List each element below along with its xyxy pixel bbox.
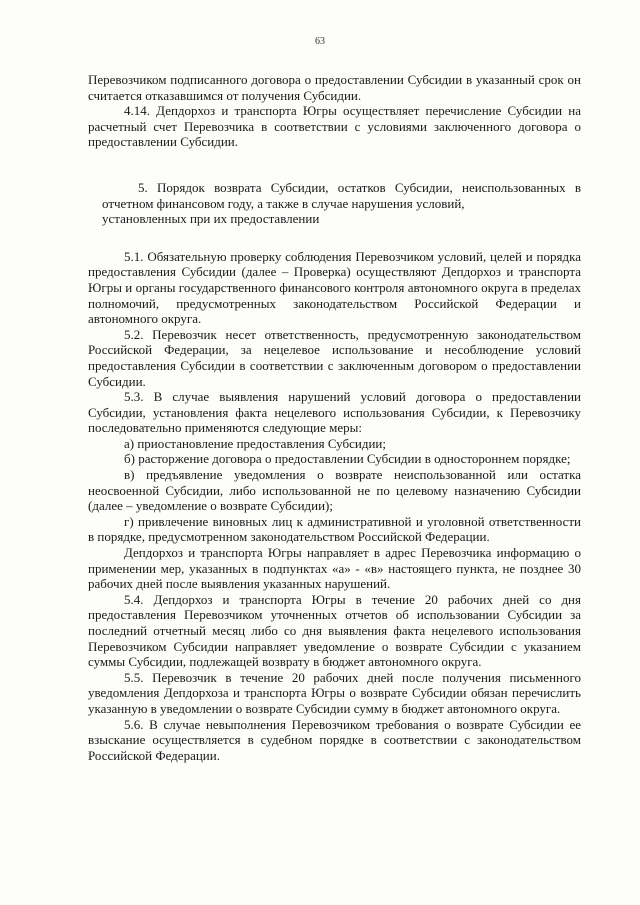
paragraph: Перевозчиком подписанного договора о предоставлении Субсидии в указанный срок он считается отказавшимся от получения Субсидии. xyxy=(88,72,581,103)
paragraph: а) приостановление предоставления Субсидии; xyxy=(124,435,386,451)
paragraph: 5.3. В случае выявления нарушений условий договора о предоставлении Субсидии, установления факта нецелевого использования Субсидии, к Перевозчику последовательно применяются следующие меры: xyxy=(88,389,581,436)
spacer xyxy=(88,150,581,180)
spacer xyxy=(88,227,581,249)
main-paragraphs xyxy=(88,249,581,764)
paragraph: в) предъявление уведомления о возврате неиспользованной или остатка неосвоенной Субсидии, либо использованной не по целевому назначению Субсидии (далее – уведомление о возврате Субсидии); xyxy=(88,467,581,514)
paragraph: 4.14. Депдорхоз и транспорта Югры осуществляет перечисление Субсидии на расчетный счет Перевозчика в соответствии с условиями заключенного договора о предоставлении Субсидии. xyxy=(88,103,581,150)
section-heading xyxy=(88,180,581,227)
paragraph: 5.5. Перевозчик в течение 20 рабочих дней после получения письменного уведомления Депдорхоза и транспорта Югры о возврате Субсидии обязан перечислить указанную в уведомлении о возврате Субсидии сумму в бюджет автономного округа. xyxy=(88,669,581,716)
paragraph: 5.6. В случае невыполнения Перевозчиком требования о возврате Субсидии ее взыскание осуществляется в судебном порядке в соответствии с законодательством Российской Федерации. xyxy=(88,716,581,763)
top-paragraphs xyxy=(88,72,581,150)
paragraph: б) расторжение договора о предоставлении Субсидии в одностороннем порядке; xyxy=(124,451,571,467)
document-body xyxy=(88,72,581,763)
paragraph: 5.2. Перевозчик несет ответственность, предусмотренную законодательством Российской Федерации, за нецелевое использование и несоблюдение условий предоставления Субсидии в соответствии с заключенным договором о предоставлении Субсидии. xyxy=(88,326,581,389)
page-number: 63 xyxy=(315,36,325,47)
paragraph: Депдорхоз и транспорта Югры направляет в адрес Перевозчика информацию о применении мер, указанных в подпунктах «а» - «в» настоящего пункта, не позднее 30 рабочих дней после выявления указанных нарушений. xyxy=(88,545,581,592)
section-heading-line-2: установленных при их предоставлении xyxy=(102,211,320,227)
paragraph: г) привлечение виновных лиц к административной и уголовной ответственности в порядке, предусмотренном законодательством Российской Федерации. xyxy=(88,513,581,545)
section-heading-line-1: 5. Порядок возврата Субсидии, остатков Субсидии, неиспользованных в отчетном финансовом году, а также в случае нарушения условий, xyxy=(102,179,581,211)
paragraph: 5.4. Депдорхоз и транспорта Югры в течение 20 рабочих дней со дня предоставления Перевозчиком уточненных отчетов об использовании Субсидии за последний отчетный месяц либо со дня выявления факта нецелевого использования Перевозчиком Субсидии направляет уведомление о возврате Субсидии с указанием суммы Субсидии, подлежащей возврату в бюджет автономного округа. xyxy=(88,591,581,670)
paragraph: 5.1. Обязательную проверку соблюдения Перевозчиком условий, целей и порядка предоставления Субсидии (далее – Проверка) осуществляют Депдорхоз и транспорта Югры и органы государственного финансового контроля автономного округа в пределах полномочий, предусмотренных законодательством Российской Федерации и автономного округа. xyxy=(88,248,581,327)
